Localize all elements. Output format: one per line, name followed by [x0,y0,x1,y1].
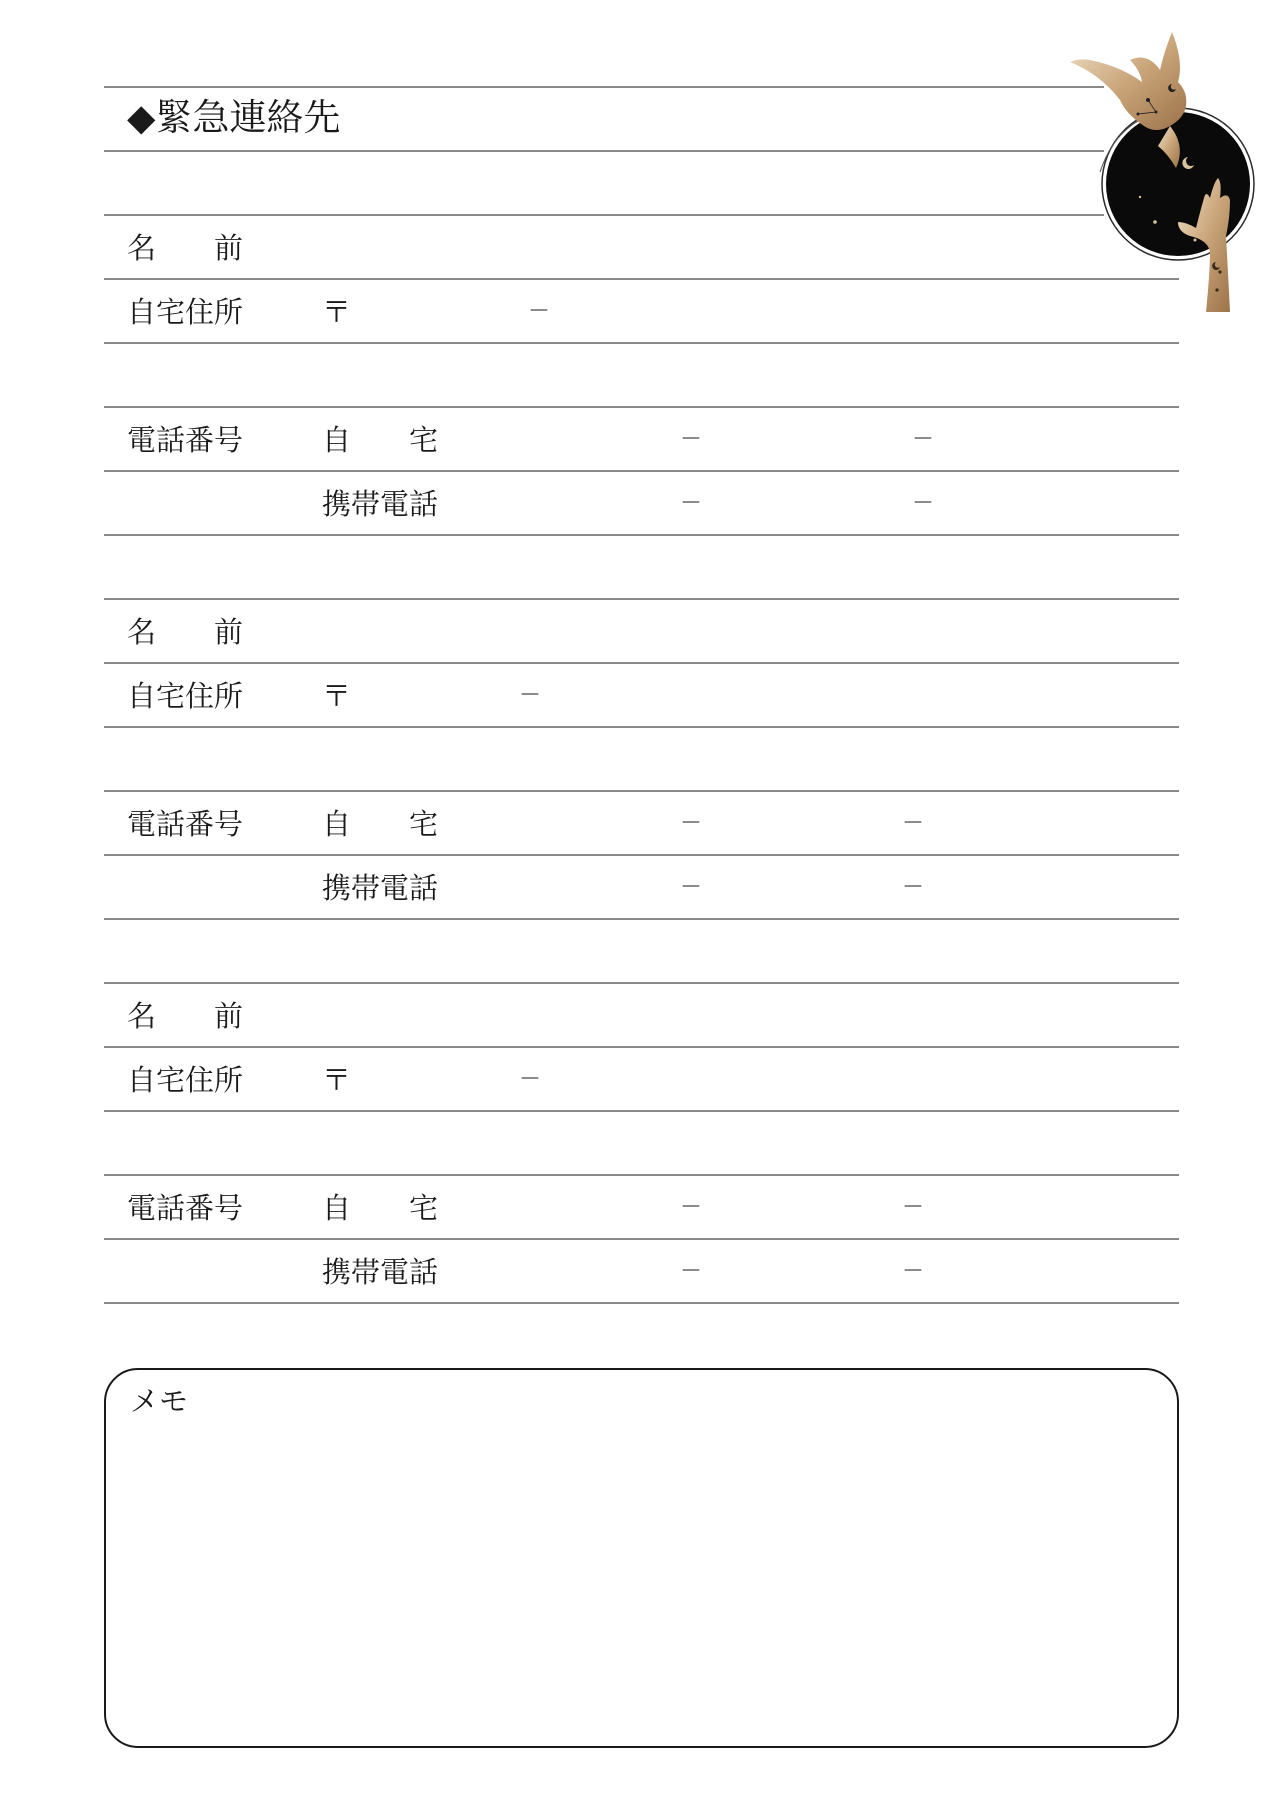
phone-label: 電話番号 [127,1191,244,1225]
phone-dash: － [680,875,703,900]
divider [104,1046,1179,1048]
phone-dash: － [902,1259,925,1284]
postal-mark: 〒 [322,295,352,329]
page-title: ◆緊急連絡先 [127,96,341,139]
divider [104,86,1104,88]
phone-label: 電話番号 [127,423,244,457]
divider [104,342,1179,344]
postal-dash: － [528,299,551,324]
mobile-phone-label: 携帯電話 [322,487,439,521]
divider [104,726,1179,728]
phone-dash: － [902,875,925,900]
divider [104,406,1179,408]
divider [104,534,1179,536]
postal-dash: － [519,1067,542,1092]
postal-dash: － [519,683,542,708]
address-label: 自宅住所 [127,679,244,713]
divider [104,150,1104,152]
phone-dash: － [680,1195,703,1220]
home-phone-label: 自 宅 [322,807,439,841]
divider [104,982,1179,984]
divider [104,662,1179,664]
divider [104,470,1179,472]
phone-dash: － [912,491,935,516]
home-phone-label: 自 宅 [322,423,439,457]
phone-dash: － [912,427,935,452]
memo-label: メモ [130,1384,189,1418]
divider [104,790,1179,792]
phone-dash: － [680,427,703,452]
divider [104,918,1179,920]
address-label: 自宅住所 [127,1063,244,1097]
divider [104,278,1179,280]
phone-label: 電話番号 [127,807,244,841]
mobile-phone-label: 携帯電話 [322,871,439,905]
address-label: 自宅住所 [127,295,244,329]
divider [104,214,1104,216]
name-label: 名 前 [127,615,244,649]
phone-dash: － [680,491,703,516]
name-label: 名 前 [127,999,244,1033]
postal-mark: 〒 [322,679,352,713]
name-label: 名 前 [127,231,244,265]
home-phone-label: 自 宅 [322,1191,439,1225]
divider [104,1174,1179,1176]
postal-mark: 〒 [322,1063,352,1097]
divider [104,854,1179,856]
mobile-phone-label: 携帯電話 [322,1255,439,1289]
memo-box[interactable] [104,1368,1179,1748]
phone-dash: － [902,811,925,836]
divider [104,598,1179,600]
phone-dash: － [680,811,703,836]
divider [104,1238,1179,1240]
phone-dash: － [902,1195,925,1220]
divider [104,1302,1179,1304]
bird-moon-hand-illustration-icon [1060,22,1260,322]
phone-dash: － [680,1259,703,1284]
divider [104,1110,1179,1112]
